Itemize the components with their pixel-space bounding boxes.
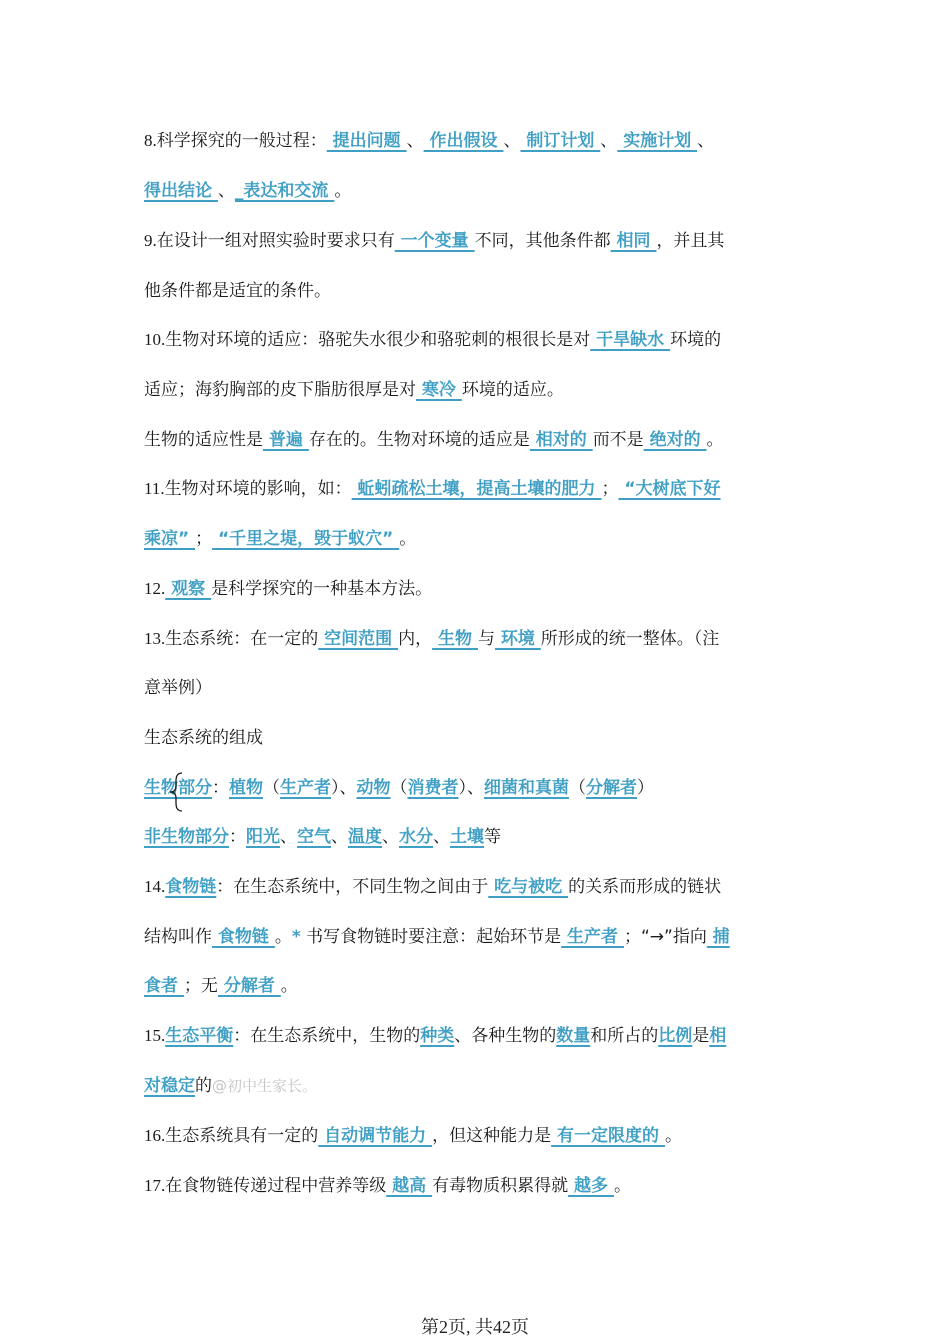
factor-air: 空气 [297,827,331,847]
factor-water: 水分 [399,827,433,847]
q11-line2 [144,524,814,554]
q10-answer-1: 干旱缺水 [590,330,671,350]
q16-text-1: 生态系统具有一定的 [165,1126,319,1146]
q10-text-4: 环境的适应。 [461,380,564,400]
q8-sep-5: 、 [217,181,235,201]
q15-text-3: 和所占的 [590,1026,659,1046]
q9-text-1: 在设计一组对照实验时要求只有 [156,231,395,251]
q15-keyword-types: 种类 [420,1026,455,1046]
q10-line1 [144,325,814,355]
q17-text-1: 在食物链传递过程中营养等级 [165,1176,387,1196]
q9-number: 9. [144,231,157,250]
q10-text-6: 存在的。生物对环境的适应是 [308,430,530,450]
q8-sep-3: 、 [600,131,618,151]
q8-sep-4: 、 [697,131,715,151]
q11-sep-1: ； [601,479,619,499]
q12-number: 12. [144,579,166,598]
watermark: @初中生家长。 [212,1077,318,1095]
q13-text-1: 生态系统：在一定的 [165,629,319,649]
q13-answer-1: 空间范围 [318,629,399,649]
q17-text-3: 。 [613,1176,631,1196]
factor-soil: 土壤 [450,827,484,847]
q11-sep-3: 。 [399,529,417,549]
q10-line2 [144,375,814,405]
q12-line [144,574,814,604]
q14-text-3: 结构叫作 [144,927,212,947]
q14-answer-1: 吃与被吃 [488,877,569,897]
q10-answer-5: 绝对的 [643,430,707,450]
q16-line [144,1121,814,1151]
q10-text-7: 而不是 [592,430,644,450]
q14-answer-4-cont: 食者 [144,976,184,996]
q16-text-3: 。 [664,1126,682,1146]
component-bacteria-fungi: 细菌和真菌 [484,778,569,798]
paren-open-1: （ [263,778,280,798]
q14-number: 14. [144,877,166,896]
q8-answer-1: 提出问题 [326,131,407,151]
q14-line3 [144,971,814,1001]
q11-line1 [144,474,814,504]
component-plants: 植物 [229,778,263,798]
q8-line1 [144,126,814,156]
q14-answer-4: 捕 [706,927,730,947]
q9-answer-2: 相同 [610,231,657,251]
q13-text-5: 意举例） [144,678,212,698]
q8-number: 8. [144,131,157,150]
q8-line2 [144,176,814,206]
q14-answer-2: 食物链 [212,927,275,947]
page-footer: 第2页, 共42页 [421,1317,529,1337]
factor-sep-4: 、 [433,827,450,847]
q12-text-1: 是科学探究的一种基本方法。 [211,579,433,599]
q8-answer-4: 实施计划 [617,131,698,151]
factor-sunlight: 阳光 [246,827,280,847]
q10-number: 10. [144,330,166,349]
factor-sep-1: 、 [280,827,297,847]
q14-text-2: 的关系而形成的链状 [568,877,722,897]
component-animals: 动物 [356,778,391,798]
q14-text-1: ：在生态系统中，不同生物之间由于 [216,877,489,897]
q9-text-2: 不同，其他条件都 [474,231,611,251]
q17-answer-2: 越多 [568,1176,614,1196]
q13-text-4: 所形成的统一整体。（注 [540,629,720,649]
q15-keyword-quantity: 数量 [556,1026,591,1046]
star-icon: * [291,927,301,947]
q8-answer-3: 制订计划 [520,131,601,151]
q9-line2 [144,276,814,306]
q15-line2 [144,1071,814,1101]
role-decomposer: 分解者 [586,778,637,798]
q11-sep-2: ； [195,529,213,549]
q14-answer-3: 生产者 [561,927,624,947]
q16-text-2: ，但这种能力是 [432,1126,552,1146]
q10-answer-2: 寒冷 [416,380,462,400]
bio-components-line [144,773,814,803]
q8-sep-1: 、 [406,131,424,151]
composition-title-text: 生态系统的组成 [144,728,263,748]
q14-text-8: 。 [280,976,298,996]
q14-text-4: 。 [274,927,292,947]
q14-text-7: ；无 [183,976,218,996]
q13-text-2: 内， [398,629,433,649]
q14-text-5: 书写食物链时要注意：起始环节是 [300,927,562,947]
q15-text-4: 是 [692,1026,710,1046]
q11-answer-3: “千里之堤，毁于蚁穴” [212,529,400,549]
paren-close-1: ）、 [331,778,357,798]
q10-answer-3: 普遍 [263,430,309,450]
role-producer: 生产者 [280,778,331,798]
paren-open-2: （ [390,778,408,798]
q8-answer-2: 作出假设 [423,131,504,151]
q13-answer-2: 生物 [432,629,478,649]
paren-close-2: ）、 [458,778,484,798]
q17-line [144,1171,814,1201]
q8-sep-2: 、 [503,131,521,151]
q13-line2 [144,673,814,703]
q15-text-2: 、各种生物的 [454,1026,557,1046]
ecosystem-composition-title [144,723,814,753]
q17-text-2: 有毒物质积累得就 [432,1176,569,1196]
role-consumer: 消费者 [407,778,459,798]
bio-part-label: 生物部分 [144,778,212,798]
q15-keyword-ratio: 比例 [658,1026,693,1046]
q9-line1 [144,226,814,256]
bio-colon: ： [212,778,229,798]
q14-line2 [144,922,814,952]
q14-text-6: ；“→”指向 [623,927,707,947]
factor-etc: 等 [484,827,501,847]
q15-keyword-stable-cont: 对稳定 [144,1076,195,1096]
q10-line3 [144,425,814,455]
q9-text-4: 他条件都是适宜的条件。 [144,281,331,301]
q14-answer-5: 分解者 [217,976,281,996]
q11-answer-1: 蚯蚓疏松土壤，提高土壤的肥力 [351,479,602,499]
paren-close-3: ） [637,778,654,798]
q8-sep-6: 。 [334,181,352,201]
paren-open-3: （ [569,778,586,798]
q17-answer-1: 越高 [386,1176,433,1196]
q13-text-3: 与 [477,629,495,649]
q16-answer-2: 有一定限度的 [551,1126,665,1146]
q17-number: 17. [144,1176,166,1195]
q15-line1 [144,1021,814,1051]
nonbio-colon: ： [229,827,246,847]
q10-text-2: 环境的 [670,330,722,350]
q14-keyword-food-chain: 食物链 [165,877,217,897]
q10-text-3: 适应；海豹胸部的皮下脂肪很厚是对 [144,380,416,400]
q11-number: 11. [144,479,165,498]
q15-keyword-balance: 生态平衡 [165,1026,234,1046]
brace-icon [169,772,185,812]
q12-answer-1: 观察 [165,579,212,599]
q9-answer-1: 一个变量 [394,231,475,251]
q13-line1 [144,624,814,654]
q11-answer-2: “大树底下好 [618,479,721,499]
factor-sep-2: 、 [331,827,348,847]
q8-answer-6: _表达和交流 [234,181,335,201]
q10-text-1: 生物对环境的适应：骆驼失水很少和骆驼刺的根很长是对 [165,330,591,350]
q10-answer-4: 相对的 [529,430,593,450]
q9-text-3: ，并且其 [656,231,725,251]
q16-answer-1: 自动调节能力 [318,1126,433,1146]
q15-keyword-stable: 相 [709,1026,727,1046]
q15-text-5: 的 [195,1076,212,1096]
q13-answer-3: 环境 [494,629,541,649]
nonbio-part-label: 非生物部分 [144,827,229,847]
q8-text: 科学探究的一般过程： [156,131,327,151]
factor-temperature: 温度 [348,827,382,847]
q15-number: 15. [144,1026,166,1045]
nonbio-components-line [144,822,814,852]
q10-text-8: 。 [706,430,724,450]
q11-answer-2-cont: 乘凉” [144,529,196,549]
q8-answer-5: 得出结论 [144,181,218,201]
q16-number: 16. [144,1126,166,1145]
q15-text-1: ：在生态系统中，生物的 [233,1026,421,1046]
q14-line1 [144,872,814,902]
q13-number: 13. [144,629,166,648]
factor-sep-3: 、 [382,827,399,847]
q11-text-1: 生物对环境的影响，如： [164,479,352,499]
q10-text-5: 生物的适应性是 [144,430,263,450]
